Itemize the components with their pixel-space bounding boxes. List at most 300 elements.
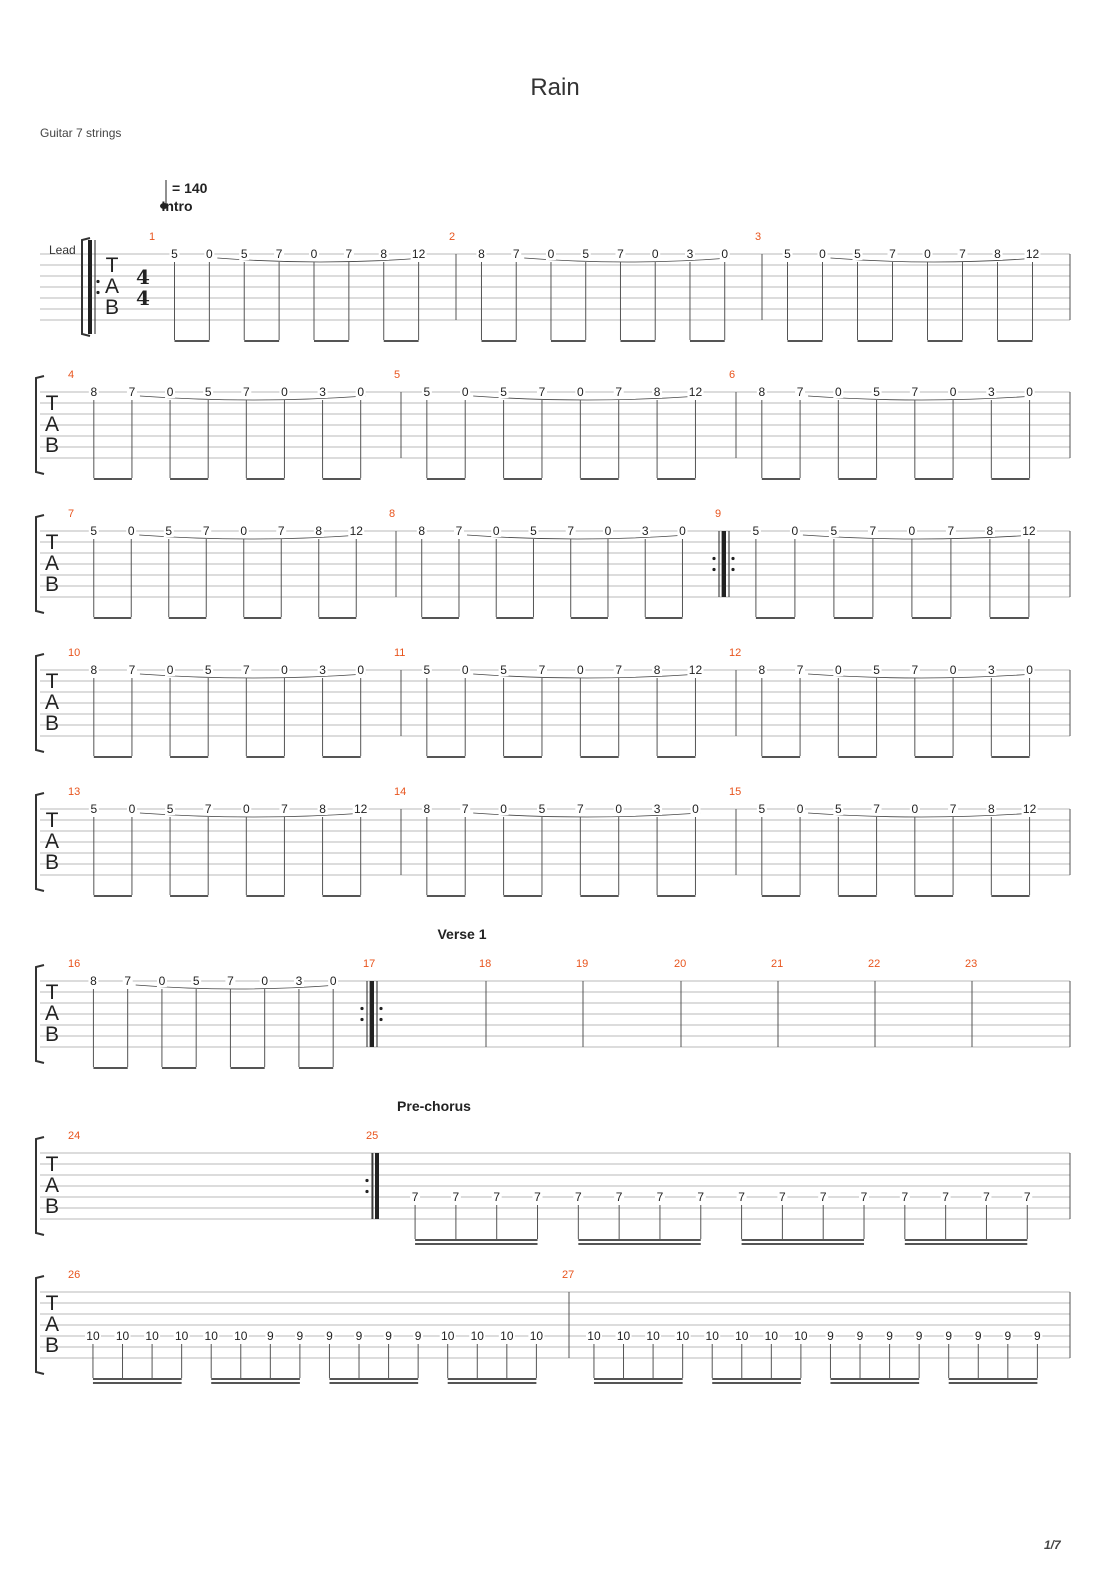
fret-number: 9: [266, 1329, 274, 1343]
fret-number: 0: [461, 385, 469, 399]
beam: [170, 756, 208, 758]
fret-number: 7: [455, 524, 463, 538]
fret-number: 0: [1026, 663, 1033, 677]
repeat-dot: [360, 1018, 363, 1021]
fret-number: 0: [281, 663, 288, 677]
time-signature-numerator: 4: [136, 265, 150, 289]
beam: [838, 756, 876, 758]
beam: [384, 340, 419, 342]
fret-number: 5: [90, 802, 98, 816]
fret-number: 7: [873, 802, 880, 816]
bar-number: 7: [68, 508, 75, 520]
beam: [991, 895, 1029, 897]
beam: [580, 895, 618, 897]
repeat-dot: [365, 1190, 368, 1193]
beam: [858, 340, 893, 342]
beam: [762, 478, 800, 480]
fret-number: 0: [240, 524, 248, 538]
fret-number: 9: [827, 1329, 834, 1343]
fret-number: 10: [646, 1329, 660, 1343]
fret-number: 5: [171, 247, 178, 261]
beam: [415, 1243, 537, 1245]
fret-number: 12: [1025, 247, 1040, 261]
beam: [319, 617, 357, 619]
fret-number: 0: [127, 524, 135, 538]
fret-number: 7: [574, 1190, 582, 1204]
fret-number: 7: [1023, 1190, 1031, 1204]
fret-number: 0: [492, 524, 500, 538]
beam: [915, 895, 953, 897]
tab-clef-letter: T: [45, 981, 59, 1004]
tab-clef-letter: T: [45, 809, 59, 832]
beam: [578, 1243, 700, 1245]
repeat-dot: [379, 1018, 382, 1021]
beam: [211, 1378, 300, 1380]
bar-number: 21: [771, 958, 784, 970]
beam: [788, 340, 823, 342]
beam: [912, 617, 951, 619]
section-marker: Pre-chorus: [397, 1098, 471, 1114]
tab-clef-letter: A: [44, 552, 60, 575]
fret-number: 7: [959, 247, 966, 261]
tab-clef-letter: A: [44, 1313, 60, 1336]
fret-number: 8: [653, 385, 661, 399]
fret-number: 0: [281, 385, 288, 399]
beam: [94, 478, 132, 480]
fret-number: 7: [538, 385, 546, 399]
fret-number: 7: [461, 802, 469, 816]
beam: [299, 1067, 333, 1069]
bar-number: 16: [68, 958, 81, 970]
fret-number: 7: [860, 1190, 868, 1204]
fret-number: 0: [615, 802, 623, 816]
fret-number: 8: [90, 385, 98, 399]
fret-number: 9: [856, 1329, 864, 1343]
beam: [594, 1382, 683, 1384]
fret-number: 7: [911, 385, 919, 399]
fret-number: 10: [794, 1329, 808, 1343]
bar-number: 5: [394, 369, 401, 381]
repeat-dot: [712, 557, 715, 560]
fret-number: 0: [834, 385, 842, 399]
fret-number: 5: [192, 974, 200, 988]
fret-number: 5: [873, 663, 880, 677]
fret-number: 5: [784, 247, 791, 261]
beam: [93, 1382, 182, 1384]
tab-clef-letter: A: [44, 413, 60, 436]
fret-number: 7: [738, 1190, 745, 1204]
fret-number: 8: [653, 663, 661, 677]
beam: [905, 1239, 1027, 1241]
beam: [580, 756, 618, 758]
fret-number: 9: [915, 1329, 923, 1343]
bar-number: 23: [965, 958, 978, 970]
fret-number: 7: [124, 974, 132, 988]
beam: [323, 478, 361, 480]
fret-number: 12: [411, 247, 426, 261]
beam: [915, 478, 953, 480]
fret-number: 10: [764, 1329, 779, 1343]
repeat-dot: [360, 1007, 363, 1010]
fret-number: 0: [949, 663, 957, 677]
fret-number: 0: [128, 802, 136, 816]
fret-number: 9: [974, 1329, 982, 1343]
beam: [762, 895, 800, 897]
fret-number: 7: [947, 524, 955, 538]
beam: [991, 756, 1029, 758]
fret-number: 9: [326, 1329, 333, 1343]
fret-number: 7: [942, 1190, 949, 1204]
fret-number: 5: [423, 385, 431, 399]
fret-number: 7: [779, 1190, 786, 1204]
fret-number: 0: [547, 247, 555, 261]
fret-number: 7: [869, 524, 877, 538]
beam: [93, 1067, 127, 1069]
fret-number: 5: [500, 663, 507, 677]
bar-number: 27: [562, 1269, 575, 1281]
beam: [427, 756, 465, 758]
fret-number: 5: [873, 385, 880, 399]
tab-clef-letter: T: [105, 254, 119, 277]
fret-number: 7: [656, 1190, 664, 1204]
instrument-label: Guitar 7 strings: [40, 126, 122, 140]
fret-number: 3: [987, 663, 995, 677]
fret-number: 9: [886, 1329, 893, 1343]
bar-number: 6: [729, 369, 736, 381]
beam: [928, 340, 963, 342]
fret-number: 7: [615, 385, 623, 399]
bar-number: 24: [68, 1130, 81, 1142]
beam: [504, 756, 542, 758]
fret-number: 9: [296, 1329, 304, 1343]
beam: [94, 756, 132, 758]
beam: [690, 340, 725, 342]
fret-number: 10: [675, 1329, 690, 1343]
fret-number: 7: [617, 247, 624, 261]
fret-number: 0: [692, 802, 699, 816]
bar-number: 14: [394, 786, 407, 798]
repeat-thick-bar: [370, 981, 374, 1047]
fret-number: 7: [615, 663, 623, 677]
fret-number: 5: [758, 802, 766, 816]
beam: [742, 1239, 864, 1241]
fret-number: 9: [1034, 1329, 1041, 1343]
fret-number: 7: [911, 663, 919, 677]
fret-number: 7: [567, 524, 575, 538]
fret-number: 0: [310, 247, 318, 261]
fret-number: 0: [819, 247, 826, 261]
beam: [244, 340, 279, 342]
beam: [504, 895, 542, 897]
beam: [712, 1382, 801, 1384]
fret-number: 7: [242, 663, 250, 677]
beam: [580, 478, 618, 480]
fret-number: 0: [721, 247, 729, 261]
fret-number: 9: [385, 1329, 392, 1343]
repeat-dot: [96, 291, 99, 294]
fret-number: 0: [576, 663, 584, 677]
beam: [211, 1382, 300, 1384]
fret-number: 10: [145, 1329, 159, 1343]
beam: [762, 756, 800, 758]
repeat-thick-bar: [375, 1153, 379, 1219]
beam: [427, 895, 465, 897]
beam: [162, 1067, 196, 1069]
beam: [949, 1378, 1038, 1380]
bar-number: 11: [394, 647, 406, 659]
fret-number: 7: [277, 524, 285, 538]
fret-number: 0: [908, 524, 916, 538]
fret-number: 8: [315, 524, 323, 538]
fret-number: 9: [945, 1329, 953, 1343]
fret-number: 3: [653, 802, 661, 816]
beam: [244, 617, 282, 619]
fret-number: 10: [587, 1329, 601, 1343]
fret-number: 10: [616, 1329, 631, 1343]
bar-number: 13: [68, 786, 81, 798]
fret-number: 7: [275, 247, 283, 261]
beam: [422, 617, 459, 619]
fret-number: 0: [329, 974, 337, 988]
fret-number: 7: [345, 247, 353, 261]
fret-number: 0: [949, 385, 957, 399]
fret-number: 12: [688, 385, 703, 399]
fret-number: 3: [987, 385, 995, 399]
beam: [990, 617, 1029, 619]
fret-number: 5: [423, 663, 431, 677]
bar-number: 9: [715, 508, 722, 520]
fret-number: 7: [534, 1190, 541, 1204]
fret-number: 7: [889, 247, 896, 261]
fret-number: 7: [615, 1190, 623, 1204]
repeat-dot: [379, 1007, 382, 1010]
beam: [246, 895, 284, 897]
fret-number: 10: [204, 1329, 218, 1343]
repeat-dot: [731, 568, 734, 571]
fret-number: 5: [830, 524, 838, 538]
fret-number: 7: [202, 524, 210, 538]
fret-number: 10: [115, 1329, 130, 1343]
beam: [838, 895, 876, 897]
beam: [645, 617, 682, 619]
fret-number: 0: [242, 802, 250, 816]
beam: [998, 340, 1033, 342]
fret-number: 0: [796, 802, 804, 816]
fret-number: 10: [735, 1329, 749, 1343]
beam: [170, 478, 208, 480]
beam: [657, 478, 695, 480]
fret-number: 8: [758, 663, 766, 677]
tab-clef-letter: B: [44, 712, 60, 735]
fret-number: 7: [819, 1190, 827, 1204]
fret-number: 0: [166, 385, 174, 399]
fret-number: 8: [380, 247, 388, 261]
fret-number: 7: [697, 1190, 705, 1204]
beam: [620, 340, 655, 342]
bar-number: 25: [366, 1130, 379, 1142]
fret-number: 10: [86, 1329, 100, 1343]
beam: [657, 756, 695, 758]
fret-number: 7: [538, 663, 546, 677]
fret-number: 5: [204, 663, 212, 677]
beam: [594, 1378, 683, 1380]
fret-number: 7: [242, 385, 250, 399]
fret-number: 7: [128, 663, 136, 677]
beam: [329, 1382, 418, 1384]
fret-number: 10: [174, 1329, 189, 1343]
fret-number: 5: [166, 802, 174, 816]
fret-number: 8: [90, 663, 98, 677]
fret-number: 8: [319, 802, 326, 816]
beam: [323, 756, 361, 758]
fret-number: 9: [1004, 1329, 1012, 1343]
fret-number: 5: [582, 247, 590, 261]
fret-number: 7: [411, 1190, 419, 1204]
fret-number: 0: [604, 524, 612, 538]
fret-number: 0: [576, 385, 584, 399]
fret-number: 5: [530, 524, 537, 538]
tab-clef-letter: B: [44, 434, 60, 457]
fret-number: 10: [441, 1329, 455, 1343]
beam: [657, 895, 695, 897]
fret-number: 7: [452, 1190, 460, 1204]
beam: [174, 340, 209, 342]
beam: [830, 1382, 919, 1384]
fret-number: 7: [227, 974, 234, 988]
beam: [314, 340, 349, 342]
section-marker: Intro: [161, 198, 193, 214]
fret-number: 7: [204, 802, 212, 816]
beam: [448, 1382, 537, 1384]
fret-number: 3: [295, 974, 303, 988]
page-number: 1/7: [1044, 1538, 1061, 1552]
fret-number: 5: [752, 524, 760, 538]
fret-number: 12: [1022, 802, 1037, 816]
fret-number: 5: [538, 802, 546, 816]
beam: [230, 1067, 264, 1069]
score-title: Rain: [530, 74, 580, 101]
fret-number: 8: [986, 524, 994, 538]
fret-number: 7: [576, 802, 584, 816]
fret-number: 0: [357, 663, 365, 677]
beam: [915, 756, 953, 758]
fret-number: 8: [987, 802, 995, 816]
fret-number: 8: [994, 247, 1001, 261]
fret-number: 5: [854, 247, 861, 261]
tab-clef-letter: A: [44, 830, 60, 853]
fret-number: 0: [679, 524, 686, 538]
fret-number: 0: [461, 663, 469, 677]
fret-number: 0: [911, 802, 919, 816]
bar-number: 18: [479, 958, 492, 970]
bar-number: 2: [449, 231, 456, 243]
bar-number: 26: [68, 1269, 81, 1281]
beam: [756, 617, 795, 619]
fret-number: 0: [651, 247, 659, 261]
fret-number: 8: [418, 524, 426, 538]
beam: [991, 478, 1029, 480]
fret-number: 5: [240, 247, 248, 261]
fret-number: 0: [500, 802, 507, 816]
start-repeat-thick-bar: [88, 240, 92, 334]
bar-number: 22: [868, 958, 881, 970]
fret-number: 0: [357, 385, 365, 399]
tab-clef-letter: A: [44, 1002, 60, 1025]
beam: [571, 617, 608, 619]
beam: [246, 478, 284, 480]
beam: [949, 1382, 1038, 1384]
fret-number: 0: [166, 663, 174, 677]
fret-number: 9: [355, 1329, 363, 1343]
fret-number: 0: [261, 974, 269, 988]
fret-number: 7: [128, 385, 136, 399]
repeat-dot: [96, 280, 99, 283]
tab-clef-letter: B: [44, 1195, 60, 1218]
fret-number: 5: [204, 385, 212, 399]
time-signature-denominator: 4: [136, 286, 150, 310]
beam: [838, 478, 876, 480]
fret-number: 10: [500, 1329, 514, 1343]
fret-number: 12: [349, 524, 363, 538]
tab-clef-letter: B: [44, 573, 60, 596]
fret-number: 8: [478, 247, 485, 261]
beam: [905, 1243, 1027, 1245]
fret-number: 12: [354, 802, 368, 816]
fret-number: 7: [949, 802, 957, 816]
beam: [834, 617, 873, 619]
fret-number: 5: [834, 802, 842, 816]
beam: [496, 617, 533, 619]
fret-number: 0: [206, 247, 213, 261]
repeat-dot: [731, 557, 734, 560]
bar-number: 19: [576, 958, 589, 970]
repeat-dot: [712, 568, 715, 571]
fret-number: 3: [319, 385, 326, 399]
beam: [830, 1378, 919, 1380]
bar-number: 1: [149, 231, 156, 243]
section-marker: Verse 1: [437, 926, 487, 942]
fret-number: 7: [493, 1190, 501, 1204]
tab-clef-letter: A: [44, 691, 60, 714]
bar-number: 3: [755, 231, 762, 243]
tab-clef-letter: A: [104, 275, 120, 298]
fret-number: 8: [423, 802, 431, 816]
beam: [415, 1239, 537, 1241]
tab-clef-letter: T: [45, 531, 59, 554]
fret-number: 0: [834, 663, 842, 677]
beam: [712, 1378, 801, 1380]
beam: [170, 895, 208, 897]
tab-clef-letter: B: [44, 851, 60, 874]
beam: [578, 1239, 700, 1241]
fret-number: 0: [1026, 385, 1033, 399]
fret-number: 10: [234, 1329, 248, 1343]
beam: [742, 1243, 864, 1245]
fret-number: 0: [924, 247, 931, 261]
tab-clef-letter: T: [45, 392, 59, 415]
tab-clef-letter: T: [45, 1292, 59, 1315]
track-label: Lead: [49, 243, 76, 257]
beam: [94, 895, 132, 897]
fret-number: 5: [90, 524, 98, 538]
fret-number: 0: [158, 974, 166, 988]
tab-clef-letter: B: [104, 296, 120, 319]
fret-number: 10: [470, 1329, 484, 1343]
tab-clef-letter: B: [44, 1334, 60, 1357]
fret-number: 10: [705, 1329, 719, 1343]
fret-number: 7: [281, 802, 288, 816]
bar-number: 4: [68, 369, 75, 381]
